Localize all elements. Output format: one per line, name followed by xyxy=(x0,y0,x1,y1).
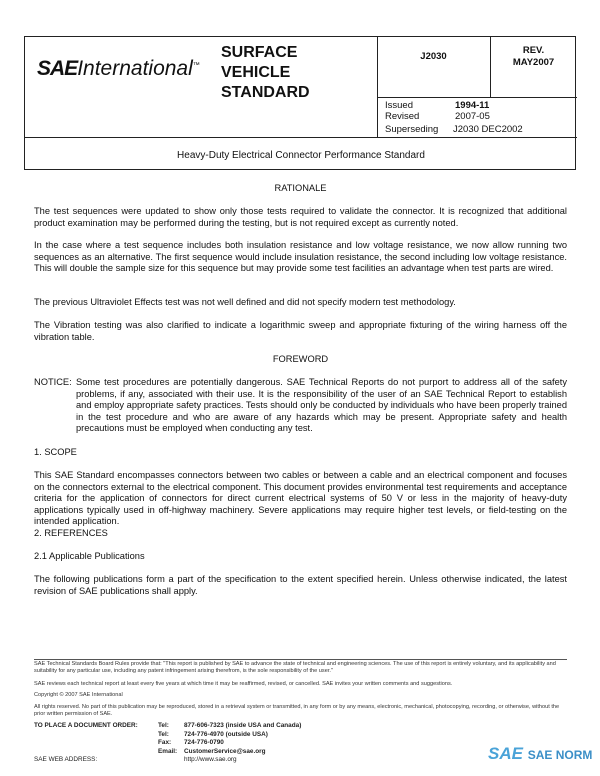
issued-value: 1994-11 xyxy=(455,100,490,111)
foreword-heading: FOREWORD xyxy=(272,354,329,364)
header-box xyxy=(24,36,576,170)
rev-value: MAY2007 xyxy=(512,57,555,68)
superseding-value: J2030 DEC2002 xyxy=(453,124,523,135)
applicable-text: The following publications form a part of the specification to the extent specified herein. Unless otherwise indicated, the latest revision of SAE publications shall apply. xyxy=(34,574,567,596)
doc-number: J2030 xyxy=(420,51,447,62)
tel-outside: 724-776-4970 (outside USA) xyxy=(184,730,268,738)
document-page: SAEInternational™ SURFACE VEHICLE STANDARD J2030 REV. MAY2007 Issued 1994-11 Revised 2007-05 Superseding J2030 DEC2002 Heavy-Duty Electrical Connector Performance Standard RATIONALE The test sequences were updated to show only those tests required to validate the connector. It is recognized that additional product examination may be performed during the testing, but is not required except as currently noted. In the case where a test sequence includes both insulation resistance and low voltage resistance, we now allow running two sequences as an alternative. The first sequence would include insulation resistance, the second including low voltage resistance. This will double the sample size for this sequence but may provide some test facilities an advantage when test parts are wired. The previous Ultraviolet Effects test was not well defined and did not specify modern test methodology. The Vibration testing was also clarified to indicate a logarithmic sweep and appropriate fixturing of the wiring harness off the vibration table. FOREWORD NOTICE: Some test procedures are potentially dangerous. SAE Technical Reports do not purport to address all of the safety problems, if any, associated with their use. It is the responsibility of the user of an SAE Technical Report to establish and employ appropriate safety practices. Tests should only be conducted by individuals who have been properly trained in the test procedure and who are aware of any hazards which may be present. Appropriate safety and health precautions must be employed when conducting any test. 1. SCOPE This SAE Standard encompasses connectors between two cables or between a cable and an electrical component and focuses on the connectors external to the electrical component. This document provides environmental test requirements and acceptance criteria for the application of connectors for direct current electrical systems of 50 V or less in the majority of heavy-duty applications typically used in off-highway machinery. Severe applications may require higher test levels, or field-testing on the intended application. 2. REFERENCES 2.1 Applicable Publications The following publications form a part of the specification to the extent specified herein. Unless otherwise indicated, the latest revision of SAE publications shall apply. SAE Technical Standards Board Rules provide that: "This report is published by SAE to advance the state of technical and engineering sciences. The use of this report is entirely voluntary, and its applicability and suitability for any particular use, including any patent infringement arising therefrom, is the sole responsibility of the user." SAE reviews each technical report at least every five years at which time it may be reaffirmed, revised, or cancelled. SAE invites your written comments and suggestions. Copyright © 2007 SAE International All rights reserved. No part of this publication may be reproduced, stored in a retrieval system or transmitted, in any form or by any means, electronic, mechanical, photocopying, recording, or otherwise, without the prior written permission of SAE. TO PLACE A DOCUMENT ORDER: Tel: 877-606-7323 (inside USA and Canada) Tel: 724-776-4970 (outside USA) Fax: 724-776-0790 Email: CustomerService@sae.org http://www.sae.org SAE WEB ADDRESS: SAE SAE NORM xyxy=(0,0,600,776)
notice-text: Some test procedures are potentially dangerous. SAE Technical Reports do not purport to address all of the safety problems, if any, associated with their use. It is the responsibility of the user of an SAE Technical Report to establish and employ appropriate safety practices. Tests should only be conducted by individuals who have been properly trained in the test procedure and who are aware of any hazards which may be present. Appropriate safety and health precautions must be employed when conducting any test. xyxy=(76,377,567,434)
issued-label: Issued xyxy=(385,100,413,111)
review-note: SAE reviews each technical report at least every five years at which time it may be reaffirmed, revised, or cancelled. SAE invites your written comments and suggestions. xyxy=(34,681,453,687)
rationale-paragraph: The Vibration testing was also clarified to indicate a logarithmic sweep and appropriate fixturing of the wiring harness off the vibration table. xyxy=(34,320,567,342)
fax: 724-776-0790 xyxy=(184,739,224,747)
sae-logo: SAEInternational™ xyxy=(37,57,200,80)
tel-inside: 877-606-7323 (inside USA and Canada) xyxy=(184,722,302,729)
web-link[interactable]: http://www.sae.org xyxy=(184,756,237,764)
rationale-paragraph: In the case where a test sequence includes both insulation resistance and low voltage resistance, we now allow running two sequences as an alternative. The first sequence would include insulation resistance, the second including low voltage resistance. This will double the sample size for this sequence but may provide some test facilities an advantage when test parts are wired. xyxy=(34,240,567,274)
notice-label: NOTICE: xyxy=(34,377,72,387)
doc-type: SURFACE VEHICLE STANDARD xyxy=(221,44,310,101)
sae-norm-watermark: SAE SAE NORM xyxy=(488,744,593,763)
scope-text: This SAE Standard encompasses connectors between two cables or between a cable and an electrical component and focuses on the connectors external to the electrical component. This document provides environmental test requirements and acceptance criteria for the application of connectors for direct current electrical systems of 50 V or less in the majority of heavy-duty applications typically used in off-highway machinery. Severe applications may require higher test levels, or field-testing on the intended application. xyxy=(34,470,567,527)
revised-value: 2007-05 xyxy=(455,111,490,122)
copyright: Copyright © 2007 SAE International xyxy=(34,692,123,698)
scope-heading: 1. SCOPE xyxy=(34,447,77,457)
rationale-paragraph: The test sequences were updated to show only those tests required to validate the connector. It is recognized that additional product examination may be performed during the testing, but is not required except as currently noted. xyxy=(34,206,567,228)
rationale-heading: RATIONALE xyxy=(274,183,327,193)
superseding-label: Superseding xyxy=(385,124,439,135)
revised-label: Revised xyxy=(385,111,420,122)
board-rules: SAE Technical Standards Board Rules provide that: "This report is published by SAE to advance the state of technical and engineering sciences. The use of this report is entirely voluntary, and its applicability and suitability for any particular use, including any patent infringement arising therefrom, is the sole responsibility of the user." xyxy=(34,661,556,675)
doc-title: Heavy-Duty Electrical Connector Performance Standard xyxy=(177,150,425,161)
applicable-heading: 2.1 Applicable Publications xyxy=(34,551,145,561)
references-heading: 2. REFERENCES xyxy=(34,528,108,538)
order-label: TO PLACE A DOCUMENT ORDER: xyxy=(34,722,138,729)
rationale-paragraph: The previous Ultraviolet Effects test was not well defined and did not specify modern test methodology. xyxy=(34,297,456,307)
web-label: SAE WEB ADDRESS: xyxy=(34,756,98,763)
email-link[interactable]: CustomerService@sae.org xyxy=(184,747,266,755)
rev-label: REV. xyxy=(522,45,545,56)
rights-reserved: All rights reserved. No part of this publication may be reproduced, stored in a retrieval system or transmitted, in any form or by any means, electronic, mechanical, photocopying, recording, or otherwise, without the prior written permission of SAE. xyxy=(34,704,560,718)
